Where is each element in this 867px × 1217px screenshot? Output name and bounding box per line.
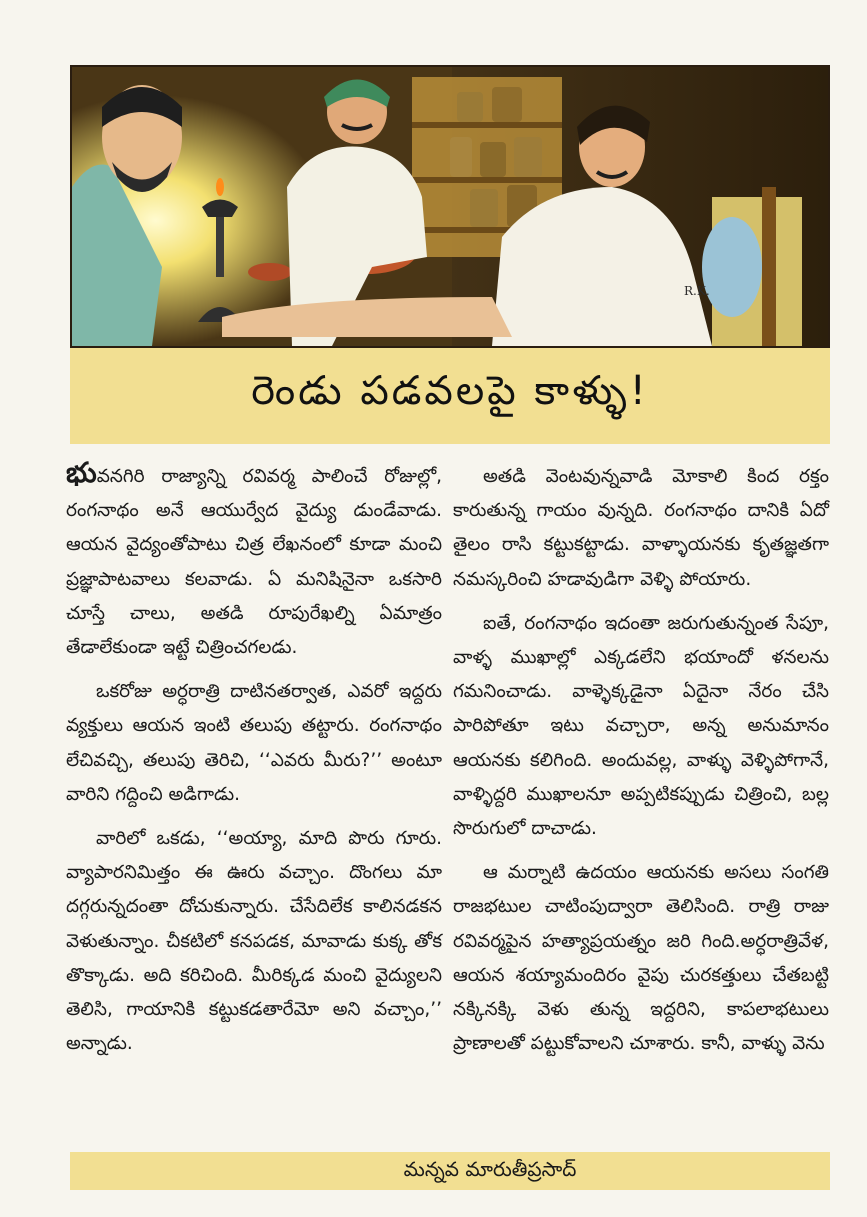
story-title: రెండు పడవలపై కాళ్ళు! [251, 368, 649, 414]
author-name: మన్నవ మారుతీప్రసాద్ [403, 1156, 577, 1181]
story-illustration [70, 65, 830, 348]
author-band [70, 1152, 830, 1190]
small-bowl [248, 263, 292, 281]
right-column [453, 460, 829, 1071]
bed [702, 187, 802, 346]
drop-cap: భు [66, 456, 97, 489]
paragraph: ఐతే, రంగనాథం ఇదంతా జరుగుతున్నంత సేపూ, వాళ్ళ ముఖాల్లో ఎక్కడలేని భయాందో ళనలను గమనించాడు. వాళ్ళెక్కడైనా ఏదైనా నేరం చేసి పారిపోతూ ఇటు వచ్చారా, అన్న అనుమానం ఆయనకు కలిగింది. అందువల్ల, వాళ్ళు వెళ్ళిపోగానే, వాళ్ళిద్దరి ముఖాలనూ అప్పటికప్పుడు చిత్రించి, బల్ల సొరుగులో దాచాడు. [453, 612, 829, 840]
paragraph: ఒకరోజు అర్ధరాత్రి దాటినతర్వాత, ఎవరో ఇద్దరు వ్యక్తులు ఆయన ఇంటి తలుపు తట్టారు. రంగనాథం లేచివచ్చి, తలుపు తెరిచి, ‘‘ఎవరు మీరు?’’ అంటూ వారిని గద్దించి అడిగాడు. [66, 681, 442, 805]
title-band [70, 348, 830, 444]
paragraph: వారిలో ఒకడు, ‘‘అయ్యా, మాది పొరు గూరు. వ్యాపారనిమిత్తం ఈ ఊరు వచ్చాం. దొంగలు మా దగ్గరున్నదంతా దోచుకున్నారు. చేసేదిలేక కాలినడకన వెళుతున్నాం. చీకటిలో కనపడక, మావాడు కుక్క తోక తొక్కాడు. అది కరిచింది. మీరిక్కడ మంచి వైద్యులని తెలిసి, గాయానికి కట్టుకడతారేమో అని వచ్చాం,’’ అన్నాడు. [66, 828, 442, 1055]
paragraph [66, 456, 442, 665]
paragraph: ఆ మర్నాటి ఉదయం ఆయనకు అసలు సంగతి రాజభటుల చాటింపుద్వారా తెలిసింది. రాత్రి రాజు రవివర్మపైన హత్యాప్రయత్నం జరి గింది.అర్ధరాత్రివేళ, ఆయన శయ్యామందిరం వైపు చురకత్తులు చేతబట్టి నక్కినక్కి వెళు తున్న ఇద్దరిని, కాపలాభటులు ప్రాణాలతో పట్టుకోవాలని చూశారు. కానీ, వాళ్ళు వెను [453, 862, 829, 1055]
left-column [66, 456, 442, 1071]
paragraph-text: వనగిరి రాజ్యాన్ని రవివర్మ పాలించే రోజుల్లో, రంగనాథం అనే ఆయుర్వేద వైద్యు డుండేవాడు. ఆయన వైద్యంతోపాటు చిత్ర లేఖనంలో కూడా మంచి ప్రజ్ఞాపాటవాలు కలవాడు. ఏ మనిషినైనా ఒకసారి చూస్తే చాలు, అతడి రూపురేఖల్ని ఏమాత్రం తేడాలేకుండా ఇట్టే చిత్రించగలడు. [66, 466, 442, 659]
healer-scene-drawing [72, 67, 828, 346]
artist-signature: R.K. [684, 284, 710, 298]
paragraph: అతడి వెంటవున్నవాడి మోకాలి కింద రక్తం కారుతున్న గాయం వున్నది. రంగనాథం దానికి ఏదో తైలం రాసి కట్టుకట్టాడు. వాళ్ళాయనకు కృతజ్ఞతగా నమస్కరించి హడావుడిగా వెళ్ళి పోయారు. [453, 466, 829, 590]
